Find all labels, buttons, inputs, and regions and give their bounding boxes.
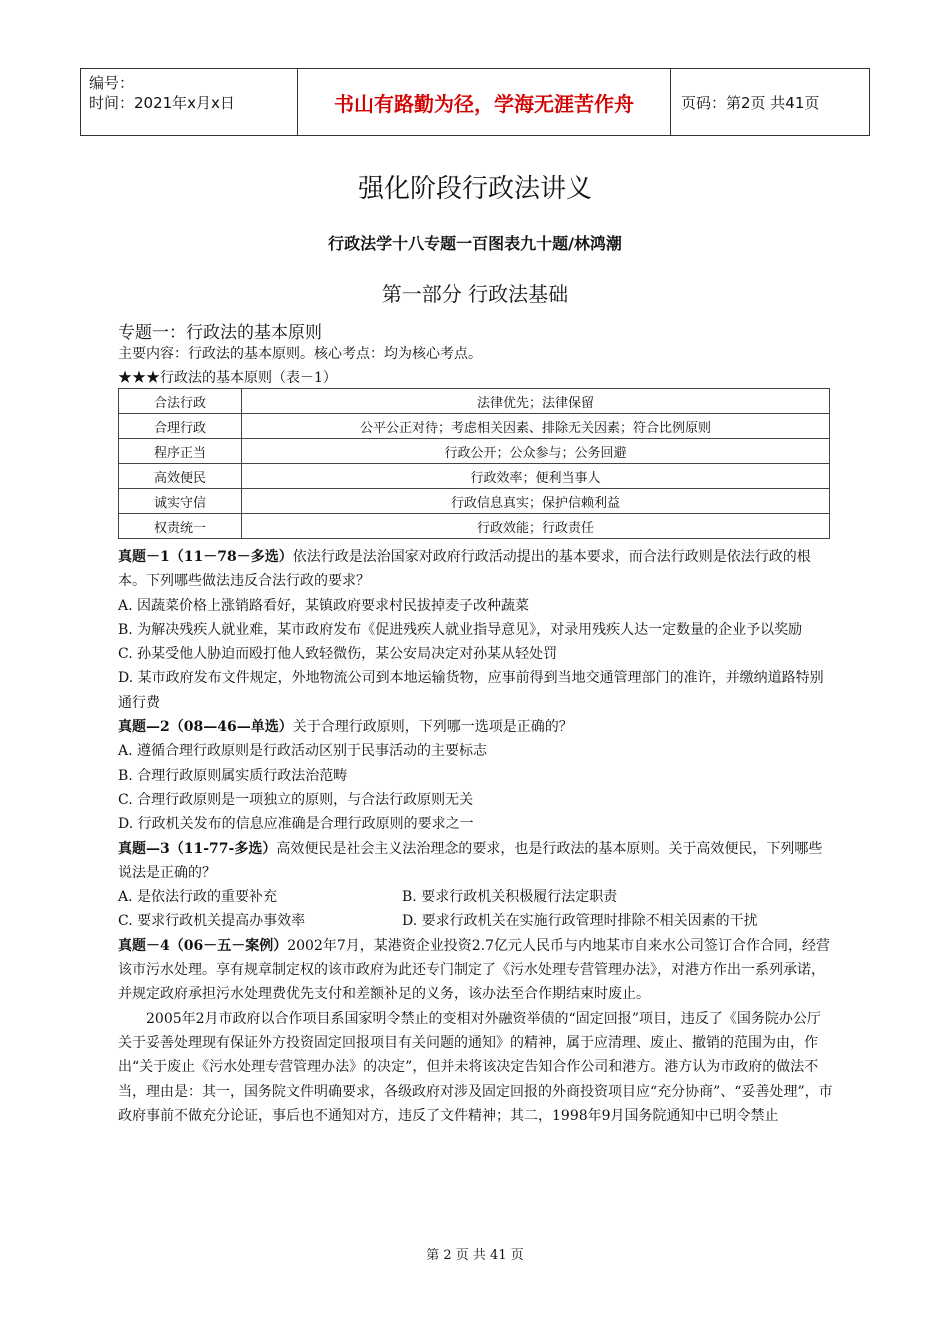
option-d: D. 行政机关发布的信息应准确是合理行政原则的要求之一 (118, 816, 474, 833)
table-cell-principle: 合法行政 (119, 389, 242, 414)
question-label: 真题—2（08—46—单选） (118, 719, 293, 736)
option-d: D. 要求行政机关在实施行政管理时排除不相关因素的干扰 (402, 913, 758, 930)
header-page-info: 页码：第2页 共41页 (681, 93, 820, 112)
page-footer: 第 2 页 共 41 页 (426, 1248, 524, 1263)
option-b: B. 要求行政机关积极履行法定职责 (402, 889, 618, 906)
table-row (119, 439, 830, 464)
header-meta (81, 69, 298, 135)
question-stem: 高效便民是社会主义法治理念的要求，也是行政法的基本原则。关于高效便民，下列哪些说法是正确的？ (118, 840, 823, 881)
document-number: 编号： (89, 74, 135, 92)
question-stem: 依法行政是法治国家对政府行政活动提出的基本要求，而合法行政则是依法行政的根本。下列哪些做法违反合法行政的要求？ (118, 549, 811, 590)
page-header (80, 68, 870, 136)
table-cell-content: 行政信息真实；保护信赖利益 (242, 489, 830, 514)
table-cell-principle: 合理行政 (119, 414, 242, 439)
options-row (118, 885, 834, 909)
option-a: A. 因蔬菜价格上涨销路看好，某镇政府要求村民拔掉麦子改种蔬菜 (118, 597, 530, 614)
question-4 (118, 934, 834, 1007)
header-motto: 书山有路勤为径，学海无涯苦作舟 (298, 69, 671, 135)
questions-body (118, 545, 834, 1128)
table-cell-content: 公平公正对待；考虑相关因素、排除无关因素；符合比例原则 (242, 414, 830, 439)
table-row (119, 514, 830, 539)
question-label: 真题—3（11-77-多选） (118, 840, 277, 857)
table-row (119, 464, 830, 489)
question-1 (118, 545, 834, 594)
option-a: A. 遵循合理行政原则是行政活动区别于民事活动的主要标志 (118, 743, 488, 760)
question-stem: 2002年7月，某港资企业投资2.7亿元人民币与内地某市自来水公司签订合作合同，经营该市污水处理。享有规章制定权的该市政府为此还专门制定了《污水处理专营管理办法》，对港方作出一系列承诺，并规定政府承担污水处理费优先支付和差额补足的义务，该办法至合作期结束时废止。 (118, 937, 831, 1003)
topic-heading: 专题一：行政法的基本原则 (118, 323, 322, 343)
part-heading: 第一部分 行政法基础 (381, 282, 569, 306)
question-stem: 关于合理行政原则，下列哪一选项是正确的？ (292, 719, 573, 736)
principles-table (118, 388, 830, 539)
table-cell-content: 行政效率；便利当事人 (242, 464, 830, 489)
option-c: C. 孙某受他人胁迫而殴打他人致轻微伤，某公安局决定对孙某从轻处罚 (118, 646, 558, 663)
table-cell-content: 行政公开；公众参与；公务回避 (242, 439, 830, 464)
table-row (119, 489, 830, 514)
question-3 (118, 837, 834, 886)
question-label: 真题－1（11－78－多选） (118, 549, 293, 565)
table-cell-principle: 程序正当 (119, 439, 242, 464)
table-cell-content: 法律优先；法律保留 (242, 389, 830, 414)
table-cell-content: 行政效能；行政责任 (242, 514, 830, 539)
question-label: 真题－4（06－五－案例） (118, 937, 288, 954)
option-b: B. 为解决残疾人就业难，某市政府发布《促进残疾人就业指导意见》，对录用残疾人达一定数量的企业予以奖励 (118, 621, 803, 638)
option-b: B. 合理行政原则属实质行政法治范畴 (118, 767, 348, 784)
document-subtitle: 行政法学十八专题一百图表九十题/林鸿潮 (328, 234, 622, 253)
option-a: A. 是依法行政的重要补充 (118, 889, 278, 906)
document-time: 时间：2021年x月x日 (89, 94, 235, 112)
document-title: 强化阶段行政法讲义 (357, 174, 592, 204)
intro-text: 主要内容：行政法的基本原则。核心考点：均为核心考点。 (118, 346, 482, 362)
table-cell-principle: 高效便民 (119, 464, 242, 489)
table-cell-principle: 诚实守信 (119, 489, 242, 514)
case-paragraph: 2005年2月市政府以合作项目系国家明令禁止的变相对外融资举债的“固定回报”项目，违反了《国务院办公厅关于妥善处理现有保证外方投资固定回报项目有关问题的通知》的精神，属于应清理、废止、撤销的范围为由，作出“关于废止《污水处理专营管理办法》的决定”，但并未将该决定告知合作公司和港方。港方认为市政府的做法不当，理由是：其一，国务院文件明确要求，各级政府对涉及固定回报的外商投资项目应“充分协商”、“妥善处理”，市政府事前不做充分论证，事后也不通知对方，违反了文件精神；其二，1998年9月国务院通知中已明令禁止 (118, 1010, 833, 1124)
option-d: D. 某市政府发布文件规定，外地物流公司到本地运输货物，应事前得到当地交通管理部门的准许，并缴纳道路特别通行费 (118, 670, 824, 711)
options-row (118, 909, 834, 933)
table-cell-principle: 权责统一 (119, 514, 242, 539)
option-c: C. 合理行政原则是一项独立的原则，与合法行政原则无关 (118, 791, 474, 808)
question-2 (118, 715, 834, 739)
table-row (119, 389, 830, 414)
option-c: C. 要求行政机关提高办事效率 (118, 913, 306, 930)
table-caption: ★★★行政法的基本原则（表－1） (118, 370, 337, 386)
table-row (119, 414, 830, 439)
